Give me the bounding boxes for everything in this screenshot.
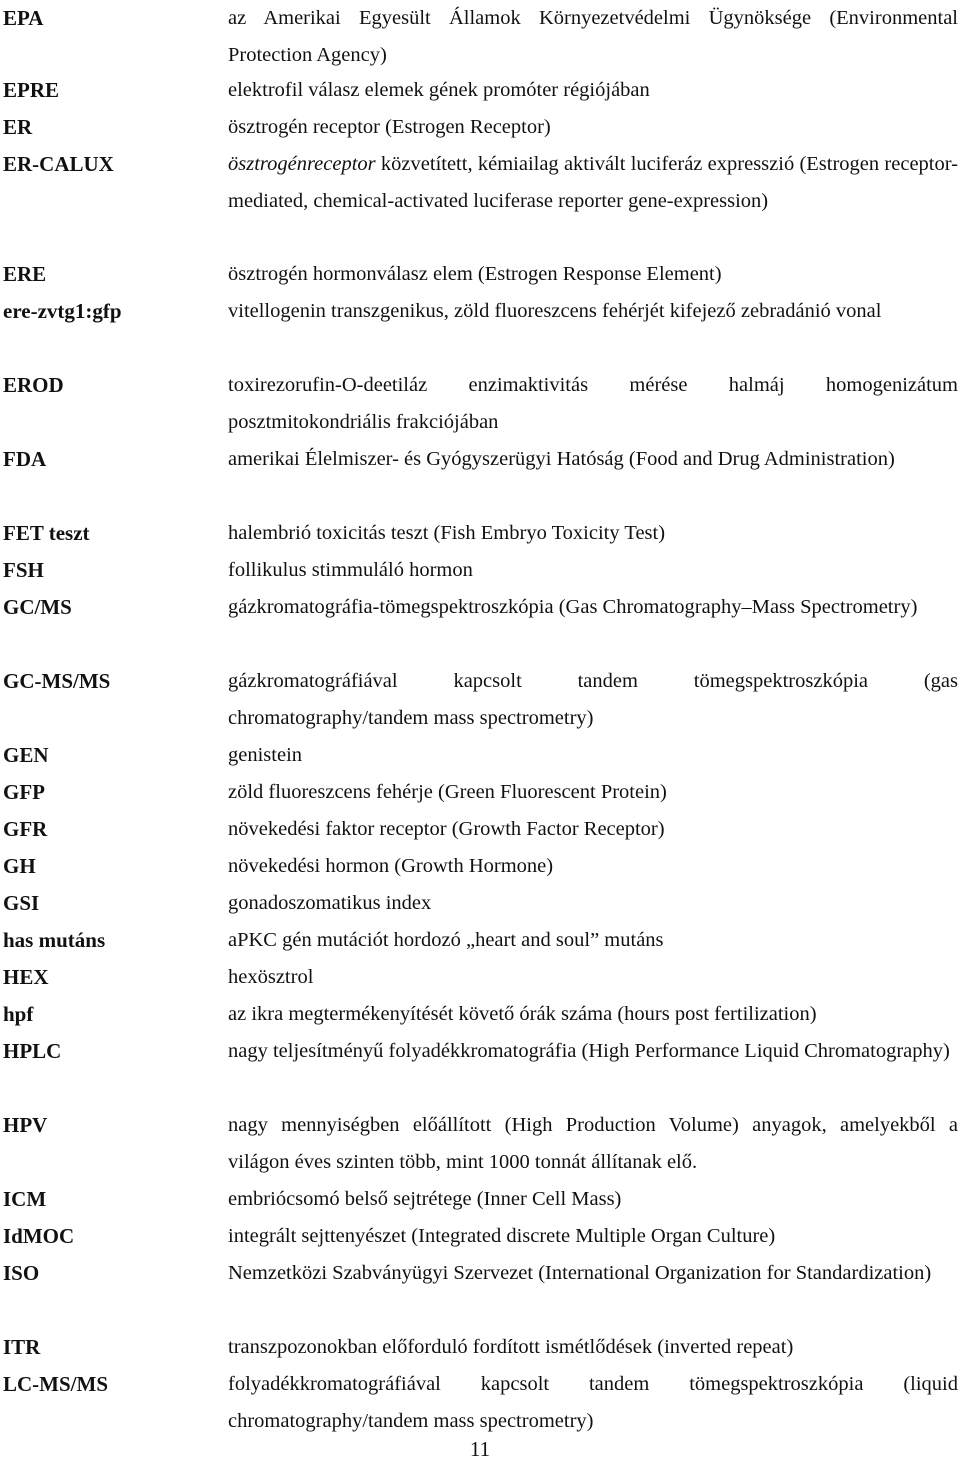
- definition: gázkromatográfia-tömegspektroszkópia (Gas Chromatography–Mass Spectrometry): [228, 596, 918, 618]
- definition: genistein: [228, 744, 303, 766]
- definition: hexösztrol: [228, 966, 314, 988]
- definition-italic: ösztrogénreceptor: [228, 153, 376, 175]
- abbreviation: GEN: [3, 743, 49, 767]
- abbreviation: ER: [3, 115, 33, 139]
- definition: halembrió toxicitás teszt (Fish Embryo Toxicity Test): [228, 522, 666, 544]
- definition: növekedési hormon (Growth Hormone): [228, 855, 554, 877]
- definition: vitellogenin transzgenikus, zöld fluoreszcens fehérjét kifejező zebradánió vonal: [228, 300, 882, 322]
- abbreviation: ere-zvtg1:gfp: [3, 299, 122, 323]
- abbreviation: FET teszt: [3, 521, 90, 545]
- abbreviation: GC-MS/MS: [3, 669, 111, 693]
- abbreviation: GC/MS: [3, 595, 72, 619]
- abbreviation: GFP: [3, 780, 45, 804]
- abbreviation: ER-CALUX: [3, 152, 114, 176]
- definition: amerikai Élelmiszer- és Gyógyszerügyi Hatóság (Food and Drug Administration): [228, 448, 895, 470]
- abbreviation: EPA: [3, 6, 44, 30]
- definition: nagy mennyiségben előállított (High Production Volume) anyagok, amelyekből a világon éves szinten több, mint 1000 tonnát állítanak elő.: [228, 1114, 958, 1173]
- abbreviation: HPV: [3, 1113, 48, 1137]
- abbreviation: hpf: [3, 1002, 34, 1026]
- definition: Nemzetközi Szabványügyi Szervezet (International Organization for Standardization): [228, 1262, 932, 1284]
- definition: toxirezorufin-O-deetiláz enzimaktivitás mérése halmáj homogenizátum posztmitokondriális frakciójában: [228, 374, 958, 433]
- abbreviation: FDA: [3, 447, 47, 471]
- abbreviation: has mutáns: [3, 928, 106, 952]
- page-number: 11: [469, 1437, 491, 1461]
- definition-rest: közvetített, kémiailag aktivált luciferáz expresszió (Estrogen receptor-mediated, chemical-activated luciferase reporter gene-expression): [228, 153, 958, 212]
- definition: [228, 146, 958, 220]
- abbreviation: IdMOC: [3, 1224, 75, 1248]
- abbreviation: GSI: [3, 891, 40, 915]
- definition: gázkromatográfiával kapcsolt tandem tömegspektroszkópia (gas chromatography/tandem mass spectrometry): [228, 670, 958, 729]
- abbreviation: ISO: [3, 1261, 40, 1285]
- abbreviation: HEX: [3, 965, 49, 989]
- abbreviation: GFR: [3, 817, 48, 841]
- abbreviation: ERE: [3, 262, 47, 286]
- abbreviation: EPRE: [3, 78, 60, 102]
- abbreviation: LC-MS/MS: [3, 1372, 108, 1396]
- definition: gonadoszomatikus index: [228, 892, 432, 914]
- definition: az ikra megtermékenyítését követő órák száma (hours post fertilization): [228, 1003, 817, 1025]
- definition: zöld fluoreszcens fehérje (Green Fluorescent Protein): [228, 781, 667, 803]
- abbreviation: HPLC: [3, 1039, 62, 1063]
- definition: embriócsomó belső sejtrétege (Inner Cell Mass): [228, 1188, 622, 1210]
- abbreviation: FSH: [3, 558, 44, 582]
- definition: folyadékkromatográfiával kapcsolt tandem tömegspektroszkópia (liquid chromatography/tandem mass spectrometry): [228, 1373, 958, 1432]
- definition: növekedési faktor receptor (Growth Factor Receptor): [228, 818, 665, 840]
- definition: ösztrogén hormonválasz elem (Estrogen Response Element): [228, 263, 722, 285]
- definition: aPKC gén mutációt hordozó „heart and soul” mutáns: [228, 929, 664, 951]
- abbreviation: EROD: [3, 373, 64, 397]
- definition: follikulus stimmuláló hormon: [228, 559, 473, 581]
- definition: ösztrogén receptor (Estrogen Receptor): [228, 116, 551, 138]
- definition: az Amerikai Egyesült Államok Környezetvédelmi Ügynöksége (Environmental Protection Agency): [228, 7, 958, 66]
- definition: elektrofil válasz elemek gének promóter régiójában: [228, 79, 650, 101]
- definition: nagy teljesítményű folyadékkromatográfia (High Performance Liquid Chromatography): [228, 1040, 950, 1062]
- abbreviation: ITR: [3, 1335, 41, 1359]
- definition: integrált sejttenyészet (Integrated discrete Multiple Organ Culture): [228, 1225, 776, 1247]
- abbreviation: GH: [3, 854, 36, 878]
- abbreviation: ICM: [3, 1187, 47, 1211]
- definition: transzpozonokban előforduló fordított ismétlődések (inverted repeat): [228, 1336, 794, 1358]
